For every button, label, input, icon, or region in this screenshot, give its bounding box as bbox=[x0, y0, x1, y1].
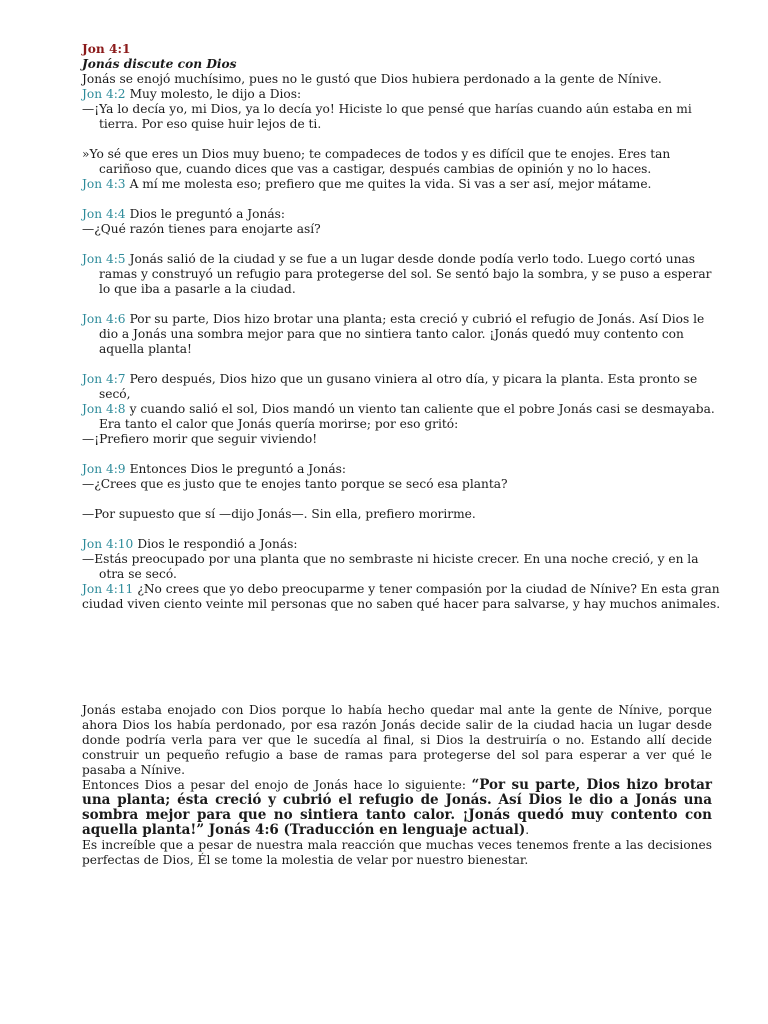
bible-passage bbox=[82, 42, 722, 612]
verse-text: —Por supuesto que sí —dijo Jonás—. Sin ella, prefiero morirme. bbox=[82, 507, 476, 521]
verse-reference[interactable]: Jon 4:2 bbox=[82, 87, 126, 101]
verse-text: —¡Prefiero morir que seguir viviendo! bbox=[82, 432, 318, 446]
commentary-punctuation: . bbox=[525, 823, 530, 837]
verse bbox=[82, 462, 722, 477]
verse-text: —¿Qué razón tienes para enojarte así? bbox=[82, 222, 321, 236]
commentary-quote: “Por su parte, Dios hizo brotar una planta; ésta creció y cubrió el refugio de Jonás. Así Dios le dio a Jonás una sombra mejor para que no sintiera tanto calor. ¡Jonás quedó muy contento con aquella planta!” Jonás 4:6 (Traducción en lenguaje actual) bbox=[82, 777, 712, 838]
verse-text: y cuando salió el sol, Dios mandó un viento tan caliente que el pobre Jonás casi se desmayaba. Era tanto el calor que Jonás quería morirse; por eso gritó: bbox=[99, 402, 715, 431]
verse bbox=[82, 372, 722, 402]
verse-reference[interactable]: Jon 4:4 bbox=[82, 207, 126, 221]
verse-text: Pero después, Dios hizo que un gusano viniera al otro día, y picara la planta. Esta pronto se secó, bbox=[99, 372, 698, 401]
verse-text: Muy molesto, le dijo a Dios: bbox=[129, 87, 302, 101]
verse-reference[interactable]: Jon 4:11 bbox=[82, 582, 134, 596]
verse-text: Entonces Dios le preguntó a Jonás: bbox=[129, 462, 346, 476]
verse bbox=[82, 207, 722, 222]
verse bbox=[82, 312, 722, 357]
commentary bbox=[82, 703, 712, 868]
verse-reference[interactable]: Jon 4:10 bbox=[82, 537, 134, 551]
verse bbox=[82, 177, 722, 192]
verse bbox=[82, 402, 722, 432]
verse bbox=[82, 87, 722, 102]
verse-text: —Estás preocupado por una planta que no sembraste ni hiciste crecer. En una noche creció, y en la otra se secó. bbox=[82, 552, 699, 581]
verse-text: Jonás salió de la ciudad y se fue a un lugar desde donde podía verlo todo. Luego cortó unas ramas y construyó un refugio para protegerse del sol. Se sentó bajo la sombra, y se puso a esperar lo que iba a pasarle a la ciudad. bbox=[99, 252, 712, 296]
passage-reference: Jon 4:1 bbox=[82, 42, 131, 56]
verse-text: —¿Crees que es justo que te enojes tanto porque se secó esa planta? bbox=[82, 477, 508, 491]
verse-text: —¡Ya lo decía yo, mi Dios, ya lo decía yo! Hiciste lo que pensé que harías cuando aún estaba en mi tierra. Por eso quise huir lejos de ti. bbox=[82, 102, 692, 131]
verse bbox=[82, 252, 722, 297]
verse bbox=[82, 537, 722, 552]
verse-reference[interactable]: Jon 4:3 bbox=[82, 177, 126, 191]
verse-reference[interactable]: Jon 4:8 bbox=[82, 402, 126, 416]
verse-text: Por su parte, Dios hizo brotar una planta; esta creció y cubrió el refugio de Jonás. Así Dios le dio a Jonás una sombra mejor para que no sintiera tanto calor. ¡Jonás quedó muy contento con aquella planta! bbox=[99, 312, 705, 356]
verse-text: ¿No crees que yo debo preocuparme y tener compasión por la ciudad de Nínive? En esta gran ciudad viven ciento veinte mil personas que no saben qué hacer para salvarse, y hay muchos animales. bbox=[82, 582, 721, 611]
commentary-paragraph: Jonás estaba enojado con Dios porque lo había hecho quedar mal ante la gente de Nínive, porque ahora Dios los había perdonado, por esa razón Jonás decide salir de la ciudad hacia un lugar desde donde podría verla para ver que le sucedía al final, si Dios la destruiría o no. Estando allí decide construir un pequeño refugio a base de ramas para protegerse del sol para esperar a ver qué le pasaba a Nínive. bbox=[82, 703, 712, 777]
commentary-paragraph bbox=[82, 778, 712, 838]
verse bbox=[82, 582, 722, 612]
commentary-paragraph: Es increíble que a pesar de nuestra mala reacción que muchas veces tenemos frente a las decisiones perfectas de Dios, Él se tome la molestia de velar por nuestro bienestar. bbox=[82, 838, 712, 867]
verse-text: »Yo sé que eres un Dios muy bueno; te compadeces de todos y es difícil que te enojes. Eres tan cariñoso que, cuando dices que vas a castigar, después cambias de opinión y no lo haces. bbox=[82, 147, 671, 176]
section-title: Jonás discute con Dios bbox=[82, 57, 237, 71]
verse-text: Dios le preguntó a Jonás: bbox=[129, 207, 285, 221]
verse-text: Jonás se enojó muchísimo, pues no le gustó que Dios hubiera perdonado a la gente de Nínive. bbox=[82, 72, 662, 86]
verse-reference[interactable]: Jon 4:7 bbox=[82, 372, 126, 386]
verse-reference[interactable]: Jon 4:6 bbox=[82, 312, 126, 326]
commentary-intro: Entonces Dios a pesar del enojo de Jonás hace lo siguiente: bbox=[82, 778, 472, 792]
verse-reference[interactable]: Jon 4:9 bbox=[82, 462, 126, 476]
verse-text: Dios le respondió a Jonás: bbox=[137, 537, 298, 551]
verse-text: A mí me molesta eso; prefiero que me quites la vida. Si vas a ser así, mejor mátame. bbox=[129, 177, 652, 191]
verse-reference[interactable]: Jon 4:5 bbox=[82, 252, 126, 266]
